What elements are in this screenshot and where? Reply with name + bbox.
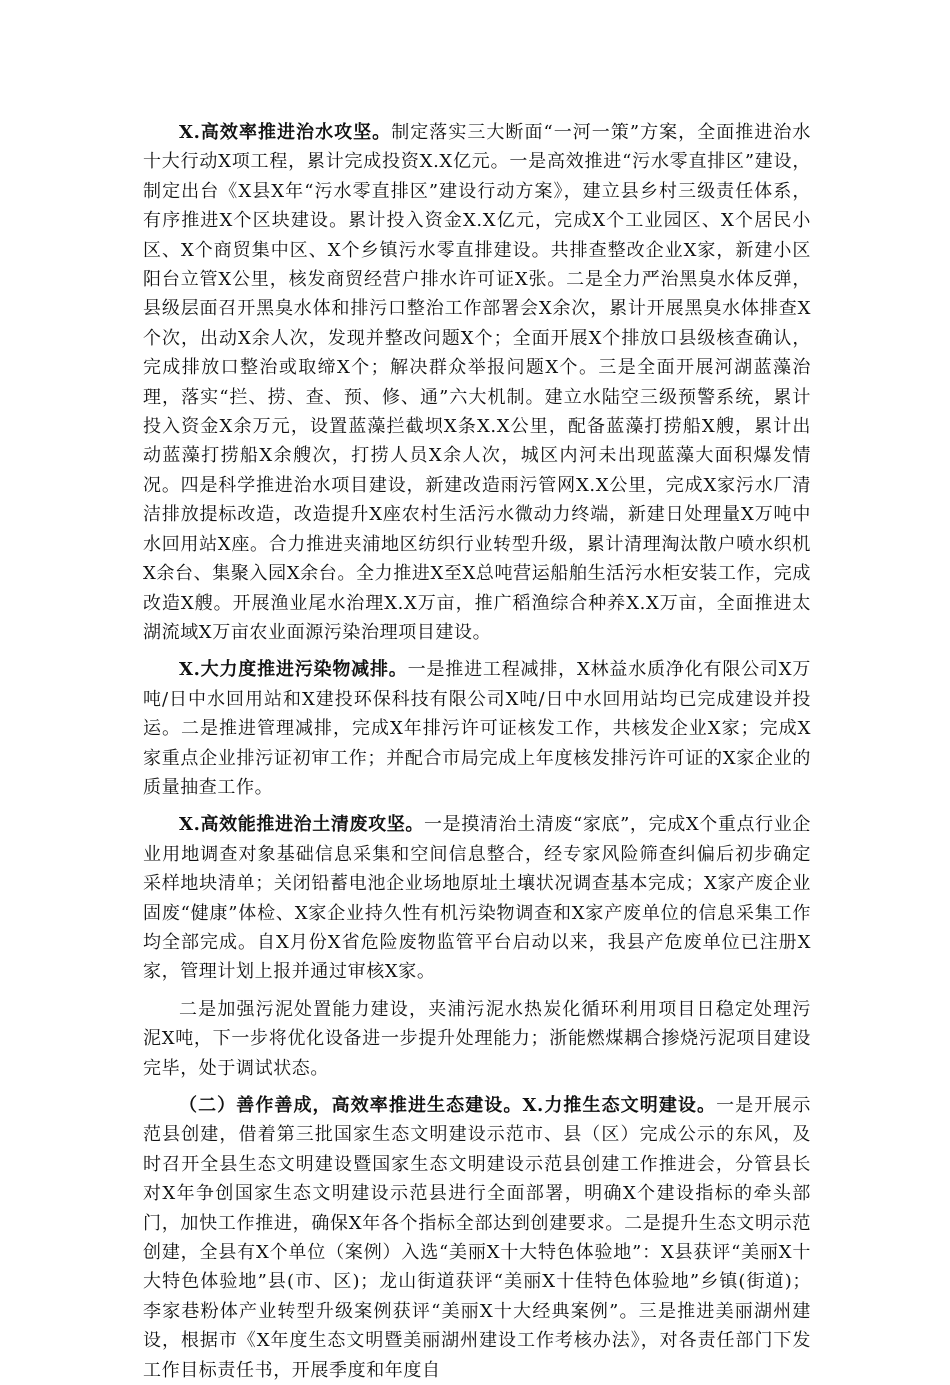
paragraph-heading: X.大力度推进污染物减排。 xyxy=(179,659,408,681)
paragraph-body: 一是开展示范县创建，借着第三批国家生态文明建设示范市、县（区）完成公示的东风，及时召开全县生态文明建设暨国家生态文明建设示范县创建工作推进会，分管县长对X年争创国家生态文明建设示范县进行全面部署，明确X个建设指标的牵头部门，加快工作推进，确保X年各个指标全部达到创建要求。二是提升生态文明示范创建，全县有X个单位（案例）入选“美丽X十大特色体验地”：X县获评“美丽X十大特色体验地”县(市、区)；龙山街道获评“美丽X十佳特色体验地”乡镇(街道)；李家巷粉体产业转型升级案例获评“美丽X十大经典案例”。三是推进美丽湖州建设，根据市《X年度生态文明暨美丽湖州建设工作考核办法》，对各责任部门下发工作目标责任书，开展季度和年度自 xyxy=(143,1095,812,1381)
paragraph-sludge-disposal xyxy=(143,995,811,1083)
paragraph-body: 一是推进工程减排，X林益水质净化有限公司X万吨/日中水回用站和X建投环保科技有限公司X吨/日中水回用站均已完成建设并投运。二是推进管理减排，完成X年排污许可证核发工作，共核发企业X家；完成X家重点企业排污证初审工作；并配合市局完成上年度核发排污许可证的X家企业的质量抽查工作。 xyxy=(143,659,812,798)
paragraph-body: 制定落实三大断面“一河一策”方案，全面推进治水十大行动X项工程，累计完成投资X.X亿元。一是高效推进“污水零直排区”建设，制定出台《X县X年“污水零直排区”建设行动方案》，建立县乡村三级责任体系，有序推进X个区块建设。累计投入资金X.X亿元，完成X个工业园区、X个居民小区、X个商贸集中区、X个乡镇污水零直排建设。共排查整改企业X家，新建小区阳台立管X公里，核发商贸经营户排水许可证X张。二是全力严治黑臭水体反弹，县级层面召开黑臭水体和排污口整治工作部署会X余次，累计开展黑臭水体排查X个次，出动X余人次，发现并整改问题X个；全面开展X个排放口县级核查确认，完成排放口整治或取缔X个；解决群众举报问题X个。三是全面开展河湖蓝藻治理，落实“拦、捞、查、预、修、通”六大机制。建立水陆空三级预警系统，累计投入资金X余万元，设置蓝藻拦截坝X条X.X公里，配备蓝藻打捞船X艘，累计出动蓝藻打捞船X余艘次，打捞人员X余人次，城区内河未出现蓝藻大面积爆发情况。四是科学推进治水项目建设，新建改造雨污管网X.X公里，完成X家污水厂清洁排放提标改造，改造提升X座农村生活污水微动力终端，新建日处理量X万吨中水回用站X座。合力推进夹浦地区纺织行业转型升级，累计清理淘汰散户喷水织机X余台、集聚入园X余台。全力推进X至X总吨营运船舶生活污水柜安装工作，完成改造X艘。开展渔业尾水治理X.X万亩，推广稻渔综合种养X.X万亩，全面推进太湖流域X万亩农业面源污染治理项目建设。 xyxy=(143,122,812,643)
document-page xyxy=(143,118,811,1385)
paragraph-ecological-construction xyxy=(143,1091,811,1385)
paragraph-heading: （二）善作善成，高效率推进生态建设。X.力推生态文明建设。 xyxy=(179,1095,717,1116)
paragraph-heading: X.高效率推进治水攻坚。 xyxy=(179,122,392,143)
paragraph-water-treatment xyxy=(143,118,811,647)
paragraph-emission-reduction xyxy=(143,655,811,802)
paragraph-soil-waste xyxy=(143,810,811,986)
paragraph-body: 一是摸清治土清废“家底”，完成X个重点行业企业用地调查对象基础信息采集和空间信息整合，经专家风险筛查纠偏后初步确定采样地块清单；关闭铅蓄电池企业场地原址土壤状况调查基本完成；X家产废企业固废“健康”体检、X家企业持久性有机污染物调查和X家产废单位的信息采集工作均全部完成。自X月份X省危险废物监管平台启动以来，我县产危废单位已注册X家，管理计划上报并通过审核X家。 xyxy=(143,814,811,983)
paragraph-body: 二是加强污泥处置能力建设，夹浦污泥水热炭化循环利用项目日稳定处理污泥X吨，下一步将优化设备进一步提升处理能力；浙能燃煤耦合掺烧污泥项目建设完毕，处于调试状态。 xyxy=(143,998,811,1079)
paragraph-heading: X.高效能推进治土清废攻坚。 xyxy=(179,814,424,836)
